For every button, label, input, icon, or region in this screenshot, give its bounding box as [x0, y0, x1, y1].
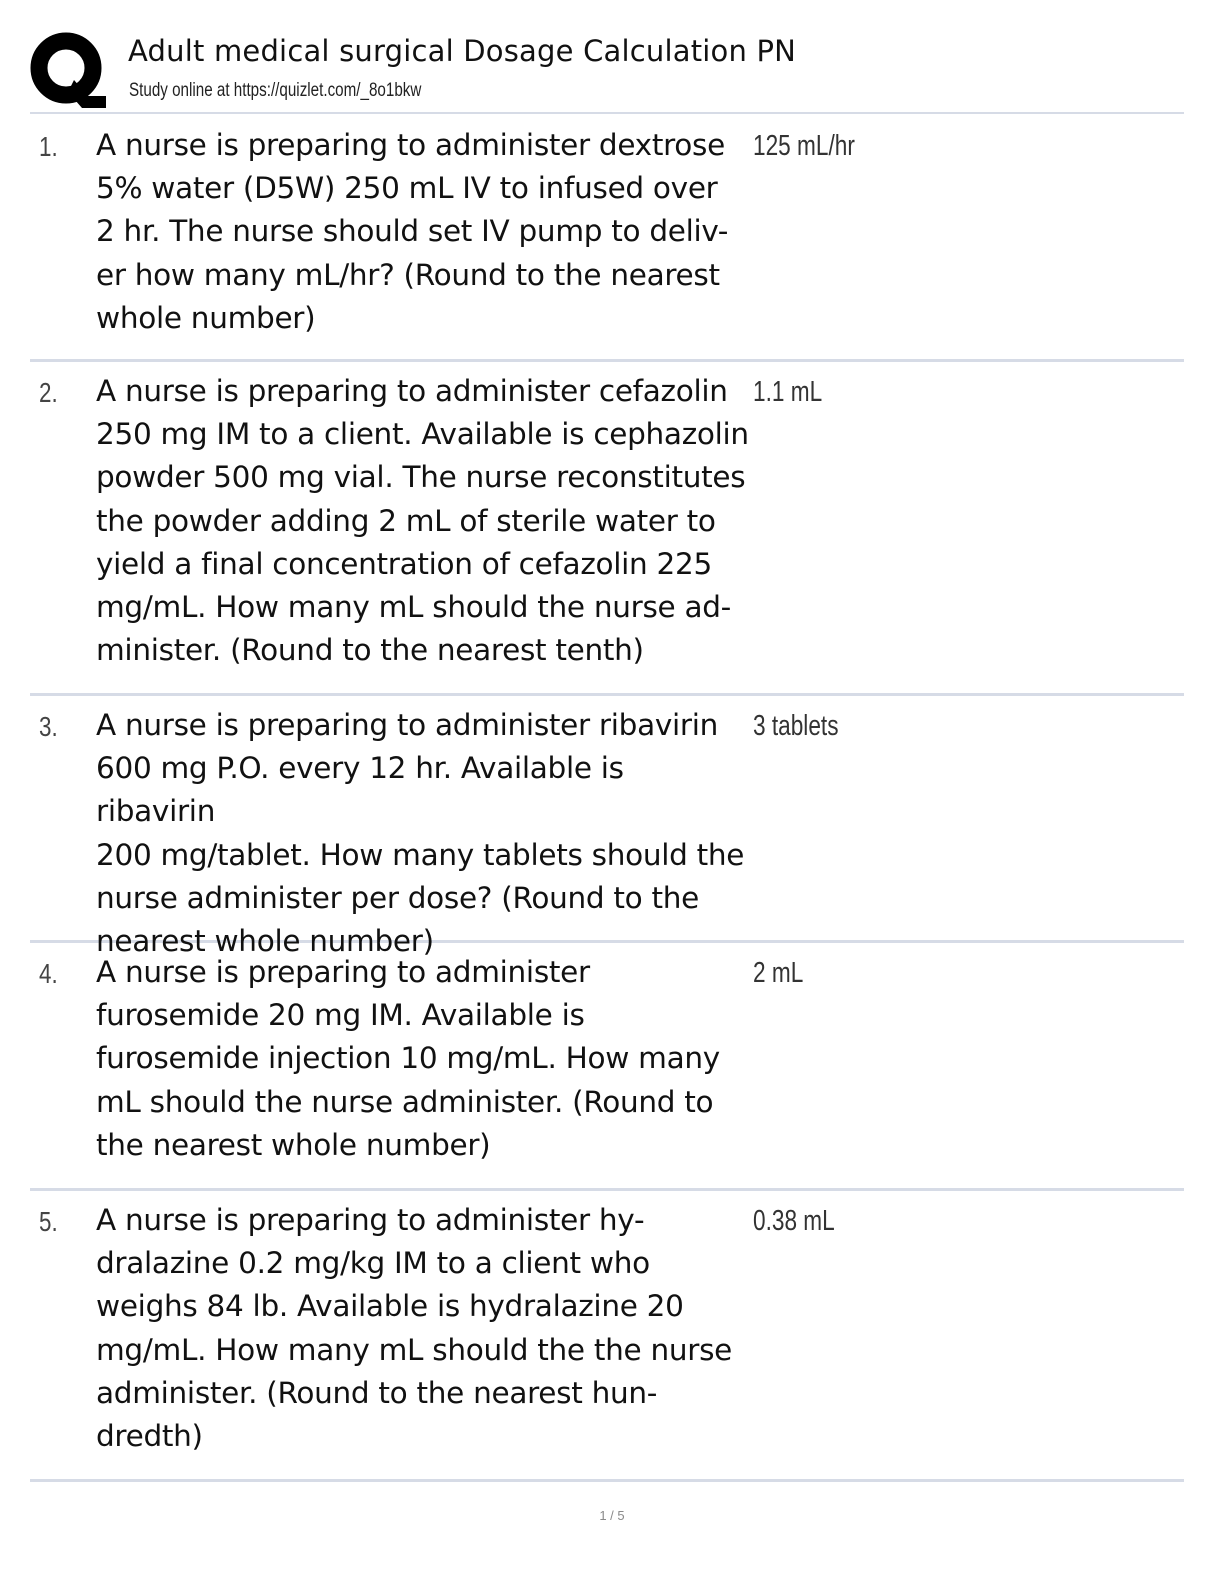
study-online-link[interactable]: Study online at https://quizlet.com/_8o1bkw	[129, 80, 422, 101]
question-line: yield a final concentration of cefazolin 225	[96, 546, 712, 581]
question-line: 2 hr. The nurse should set IV pump to deliv-	[96, 214, 729, 249]
question-line: 5% water (D5W) 250 mL IV to infused over	[96, 171, 718, 206]
question-line: mg/mL. How many mL should the the nurse	[96, 1332, 732, 1367]
card-number: 2.	[39, 377, 58, 408]
card-question	[96, 124, 751, 340]
question-line: 250 mg IM to a client. Available is cephazolin	[96, 417, 749, 452]
card-answer: 2 mL	[753, 957, 804, 989]
flashcard-4	[30, 943, 1184, 1191]
question-line: dralazine 0.2 mg/kg IM to a client who	[96, 1246, 650, 1281]
question-line: weighs 84 lb. Available is hydralazine 20	[96, 1289, 684, 1324]
question-line: the nearest whole number)	[96, 1127, 491, 1162]
question-line: A nurse is preparing to administer hy-	[96, 1203, 645, 1237]
question-line: powder 500 mg vial. The nurse reconstitutes	[96, 460, 746, 495]
card-answer: 1.1 mL	[753, 376, 823, 408]
card-number: 1.	[39, 131, 58, 162]
question-line: whole number)	[96, 300, 316, 335]
question-line: administer. (Round to the nearest hun-	[96, 1375, 658, 1410]
question-line: mg/mL. How many mL should the nurse ad-	[96, 590, 732, 625]
question-line: nurse administer per dose? (Round to the	[96, 880, 699, 915]
question-line: minister. (Round to the nearest tenth)	[96, 633, 644, 668]
card-number: 5.	[39, 1206, 58, 1237]
card-answer: 3 tablets	[753, 710, 839, 742]
question-line: dredth)	[96, 1419, 203, 1454]
card-answer: 0.38 mL	[753, 1205, 835, 1237]
question-line: furosemide injection 10 mg/mL. How many	[96, 1041, 720, 1076]
flashcard-5	[30, 1191, 1184, 1482]
card-question	[96, 704, 751, 963]
card-number: 4.	[39, 958, 58, 989]
question-line: er how many mL/hr? (Round to the nearest	[96, 257, 720, 292]
flashcard-list	[30, 116, 1184, 1482]
card-question	[96, 1199, 751, 1458]
flashcard-1	[30, 116, 1184, 362]
card-number: 3.	[39, 711, 58, 742]
question-line: nearest whole number)	[96, 924, 434, 959]
flashcard-2	[30, 362, 1184, 696]
card-answer: 125 mL/hr	[753, 130, 855, 162]
question-line: the powder adding 2 mL of sterile water to	[96, 503, 716, 538]
page-title: Adult medical surgical Dosage Calculation PN	[128, 34, 797, 68]
question-line: A nurse is preparing to administer ribavirin	[96, 708, 719, 742]
question-line: A nurse is preparing to administer cefazolin	[96, 374, 728, 408]
question-line: mL should the nurse administer. (Round to	[96, 1084, 714, 1119]
quizlet-logo-icon	[30, 30, 108, 108]
page-header	[30, 28, 1184, 114]
question-line: A nurse is preparing to administer	[96, 955, 590, 989]
question-line: 600 mg P.O. every 12 hr. Available is ribavirin	[96, 751, 624, 829]
question-line: A nurse is preparing to administer dextrose	[96, 128, 725, 162]
question-line: 200 mg/tablet. How many tablets should the	[96, 837, 745, 872]
question-line: furosemide 20 mg IM. Available is	[96, 998, 585, 1033]
card-question	[96, 370, 751, 672]
page-indicator: 1 / 5	[599, 1508, 625, 1523]
card-question	[96, 951, 751, 1167]
flashcard-3	[30, 696, 1184, 959]
